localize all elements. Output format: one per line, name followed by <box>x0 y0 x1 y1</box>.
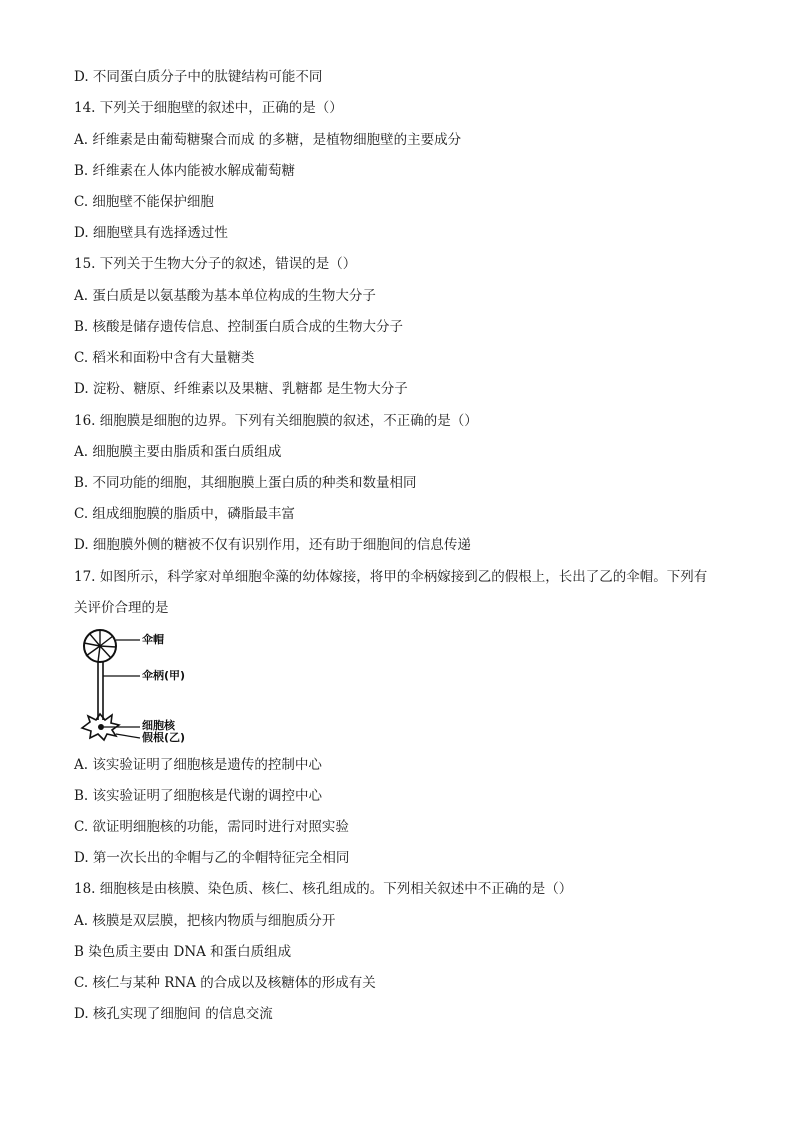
q14-option-d: D. 细胞壁具有选择透过性 <box>74 225 228 241</box>
acetabularia-figure <box>72 628 202 748</box>
stalk-drawing <box>98 662 103 720</box>
nucleus-label: 细胞核 <box>142 719 175 732</box>
q18-stem: 18. 细胞核是由核膜、染色质、核仁、核孔组成的。下列相关叙述中不正确的是（） <box>74 881 573 897</box>
q16-option-c: C. 组成细胞膜的脂质中，磷脂最丰富 <box>74 506 295 522</box>
q15-option-b: B. 核酸是储存遗传信息、控制蛋白质合成的生物大分子 <box>74 319 404 335</box>
acetabularia-drawing <box>72 628 202 748</box>
rhizoid-label: 假根(乙) <box>142 731 186 744</box>
q13-option-d: D. 不同蛋白质分子中的肽键结构可能不同 <box>74 69 323 85</box>
q17-option-c: C. 欲证明细胞核的功能，需同时进行对照实验 <box>74 819 349 835</box>
q18-option-b: B 染色质主要由 DNA 和蛋白质组成 <box>74 944 292 960</box>
q14-option-c: C. 细胞壁不能保护细胞 <box>74 194 214 210</box>
q16-option-b: B. 不同功能的细胞，其细胞膜上蛋白质的种类和数量相同 <box>74 475 417 491</box>
q14-stem: 14. 下列关于细胞壁的叙述中，正确的是（） <box>74 100 343 116</box>
cap-label: 伞帽 <box>142 633 164 646</box>
q18-option-d: D. 核孔实现了细胞间 的信息交流 <box>74 1006 273 1022</box>
q17-option-a: A. 该实验证明了细胞核是遗传的控制中心 <box>74 757 322 773</box>
q14-option-a: A. 纤维素是由葡萄糖聚合而成 的多糖，是植物细胞壁的主要成分 <box>74 132 462 148</box>
cap-drawing <box>84 630 116 662</box>
q18-option-a: A. 核膜是双层膜，把核内物质与细胞质分开 <box>74 913 336 929</box>
q17-stem-line1: 17. 如图所示，科学家对单细胞伞藻的幼体嫁接，将甲的伞柄嫁接到乙的假根上，长出了乙的伞帽。下列有 <box>74 569 708 585</box>
q15-option-d: D. 淀粉、糖原、纤维素以及果糖、乳糖都 是生物大分子 <box>74 381 408 397</box>
q17-stem-line2: 关评价合理的是 <box>74 600 169 616</box>
q17-option-b: B. 该实验证明了细胞核是代谢的调控中心 <box>74 788 323 804</box>
q16-option-a: A. 细胞膜主要由脂质和蛋白质组成 <box>74 444 282 460</box>
q16-stem: 16. 细胞膜是细胞的边界。下列有关细胞膜的叙述，不正确的是（） <box>74 413 478 429</box>
q14-option-b: B. 纤维素在人体内能被水解成葡萄糖 <box>74 163 296 179</box>
q16-option-d: D. 细胞膜外侧的糖被不仅有识别作用，还有助于细胞间的信息传递 <box>74 537 471 553</box>
q15-option-a: A. 蛋白质是以氨基酸为基本单位构成的生物大分子 <box>74 288 376 304</box>
q17-option-d: D. 第一次长出的伞帽与乙的伞帽特征完全相同 <box>74 850 350 866</box>
q15-stem: 15. 下列关于生物大分子的叙述，错误的是（） <box>74 256 357 272</box>
stalk-label: 伞柄(甲) <box>142 669 186 682</box>
q15-option-c: C. 稻米和面粉中含有大量糖类 <box>74 350 255 366</box>
q18-option-c: C. 核仁与某种 RNA 的合成以及核糖体的形成有关 <box>74 975 376 991</box>
nucleus-dot <box>98 724 104 730</box>
